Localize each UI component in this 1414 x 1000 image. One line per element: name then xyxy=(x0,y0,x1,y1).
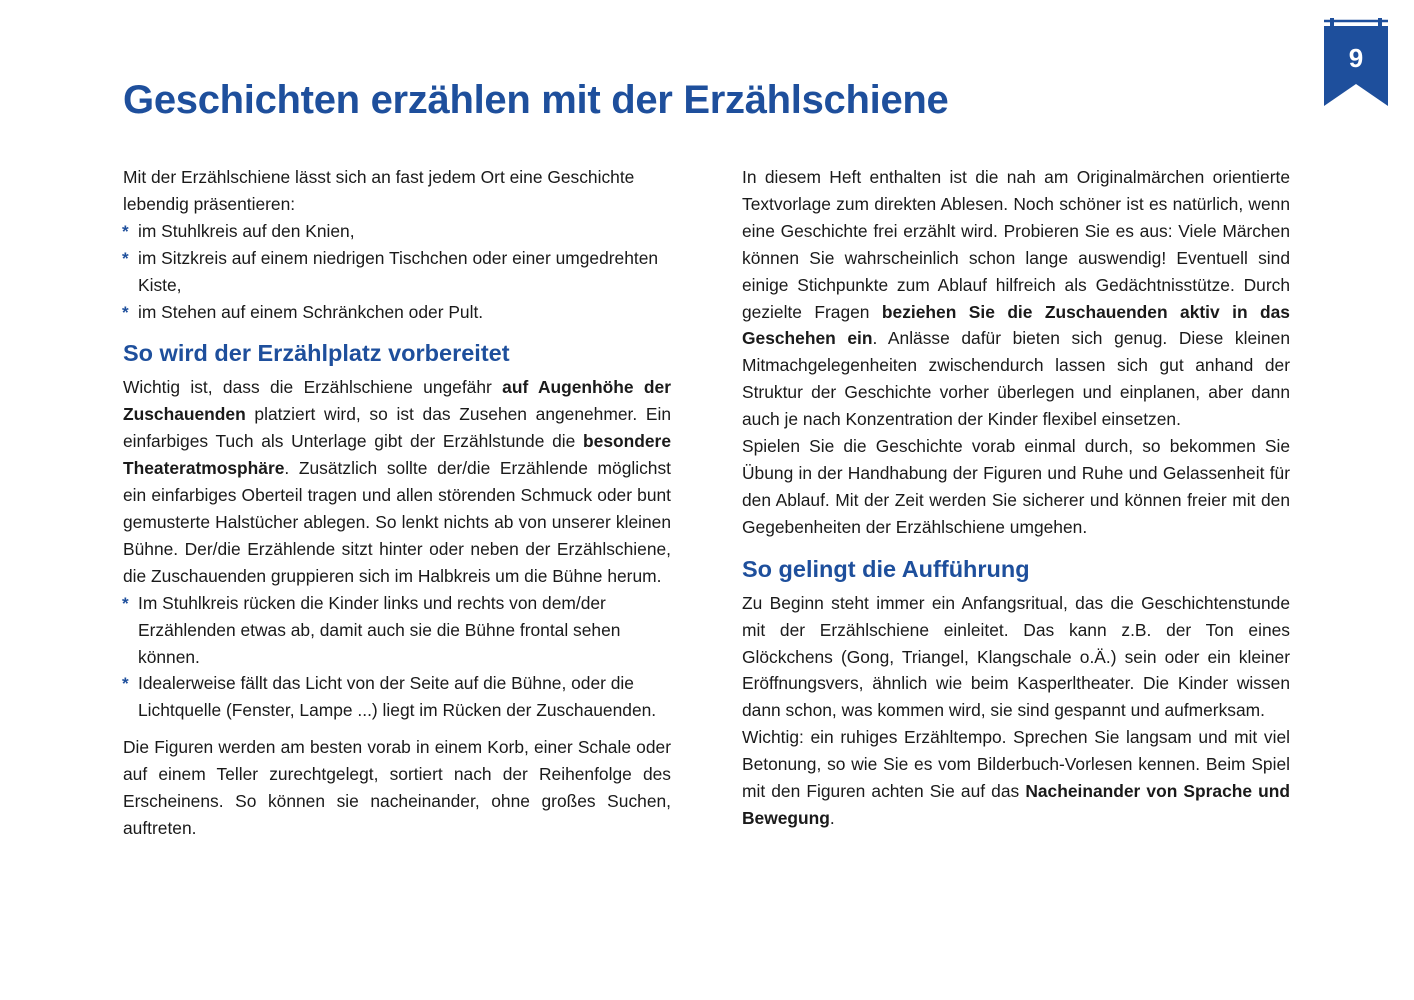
intro-paragraph: Mit der Erzählschiene lässt sich an fast jedem Ort eine Geschichte lebendig präsentieren: xyxy=(123,167,635,214)
asterisk-icon: * xyxy=(122,302,129,322)
asterisk-icon: * xyxy=(122,674,129,694)
preparation-paragraph: Wichtig ist, dass die Erzählschiene ungefähr auf Augenhöhe der Zuschauenden platziert wird, so ist das Zusehen angenehmer. Ein einfarbiges Tuch als Unterlage gibt der Erzählstunde die besondere Theateratmosphäre. Zusätzlich sollte der/die Erzählende möglichst ein einfarbiges Oberteil tragen und allen störenden Schmuck oder bunt gemusterte Halstücher ablegen. So lenkt nichts ab von unserer kleinen Bühne. Der/die Erzählende sitzt hinter oder neben der Erzählschiene, die Zuschauenden gruppieren sich im Halbkreis um die Bühne herum. xyxy=(123,377,671,586)
ritual-paragraph: Zu Beginn steht immer ein Anfangsritual, das die Geschichtenstunde mit der Erzählschiene einleitet. Das kann z.B. der Ton eines Glöckchens (Gong, Triangel, Klangschale o.Ä.) sein oder ein kleiner Eröffnungsvers, ähnlich wie beim Kasperltheater. Die Kinder wissen dann schon, was kommen wird, sie sind gespannt und aufmerksam. xyxy=(742,592,1290,721)
script-paragraph: In diesem Heft enthalten ist die nah am Originalmärchen orientierte Textvorlage zum direkten Ablesen. Noch schöner ist es natürlich, wenn eine Geschichte frei erzählt wird. Probieren Sie es aus: Viele Märchen können Sie wahrscheinlich schon lange auswendig! Eventuell sind einige Stichpunkte zum Ablauf hilfreich als Gedächtnisstütze. Durch gezielte Fragen beziehen Sie die Zuschauenden aktiv in das Geschehen ein. Anlässe dafür bieten sich genug. Diese kleinen Mitmachgelegenheiten zwischendurch lassen sich gut anhand der Struktur der Geschichte vorher überlegen und einplanen, aber dann auch je nach Konzentration der Kinder flexibel einsetzen. xyxy=(742,167,1290,430)
section-heading-performance: So gelingt die Aufführung xyxy=(742,555,1030,582)
list-item: * Idealerweise fällt das Licht von der Seite auf die Bühne, oder die Lichtquelle (Fenster, Lampe ...) liegt im Rücken der Zuschauenden. xyxy=(122,673,657,721)
right-column xyxy=(742,164,1290,832)
asterisk-icon: * xyxy=(122,593,129,613)
intro-bullet-list xyxy=(123,218,671,326)
practice-paragraph: Spielen Sie die Geschichte vorab einmal durch, so bekommen Sie Übung in der Handhabung der Figuren und Ruhe und Gelassenheit für den Ablauf. Mit der Zeit werden Sie sicherer und können freier mit den Gegebenheiten der Erzählschiene umgehen. xyxy=(742,436,1290,537)
section-heading-preparation: So wird der Erzählplatz vorbereitet xyxy=(123,340,510,367)
list-item: * im Stehen auf einem Schränkchen oder Pult. xyxy=(123,299,671,326)
list-item: * im Sitzkreis auf einem niedrigen Tischchen oder einer umgedrehten Kiste, xyxy=(122,247,659,295)
tempo-paragraph: Wichtig: ein ruhiges Erzähltempo. Sprechen Sie langsam und mit viel Betonung, so wie Sie es vom Bilderbuch-Vorlesen kennen. Beim Spiel mit den Figuren achten Sie auf das Nacheinander von Sprache und Bewegung. xyxy=(742,727,1290,828)
closing-paragraph: Die Figuren werden am besten vorab in einem Korb, einer Schale oder auf einem Teller zurechtgelegt, sortiert nach der Reihenfolge des Erscheinens. So können sie nacheinander, ohne großes Suchen, auftreten. xyxy=(123,737,671,838)
list-item: * Im Stuhlkreis rücken die Kinder links und rechts von dem/der Erzählenden etwas ab, damit auch sie die Bühne frontal sehen können. xyxy=(122,592,621,667)
asterisk-icon: * xyxy=(122,221,129,241)
page-number: 9 xyxy=(1348,43,1364,73)
preparation-bullet-list xyxy=(123,590,671,725)
asterisk-icon: * xyxy=(122,248,129,268)
list-item: * im Stuhlkreis auf den Knien, xyxy=(123,218,671,245)
page-title: Geschichten erzählen mit der Erzählschiene xyxy=(123,78,949,122)
left-column xyxy=(123,164,671,842)
